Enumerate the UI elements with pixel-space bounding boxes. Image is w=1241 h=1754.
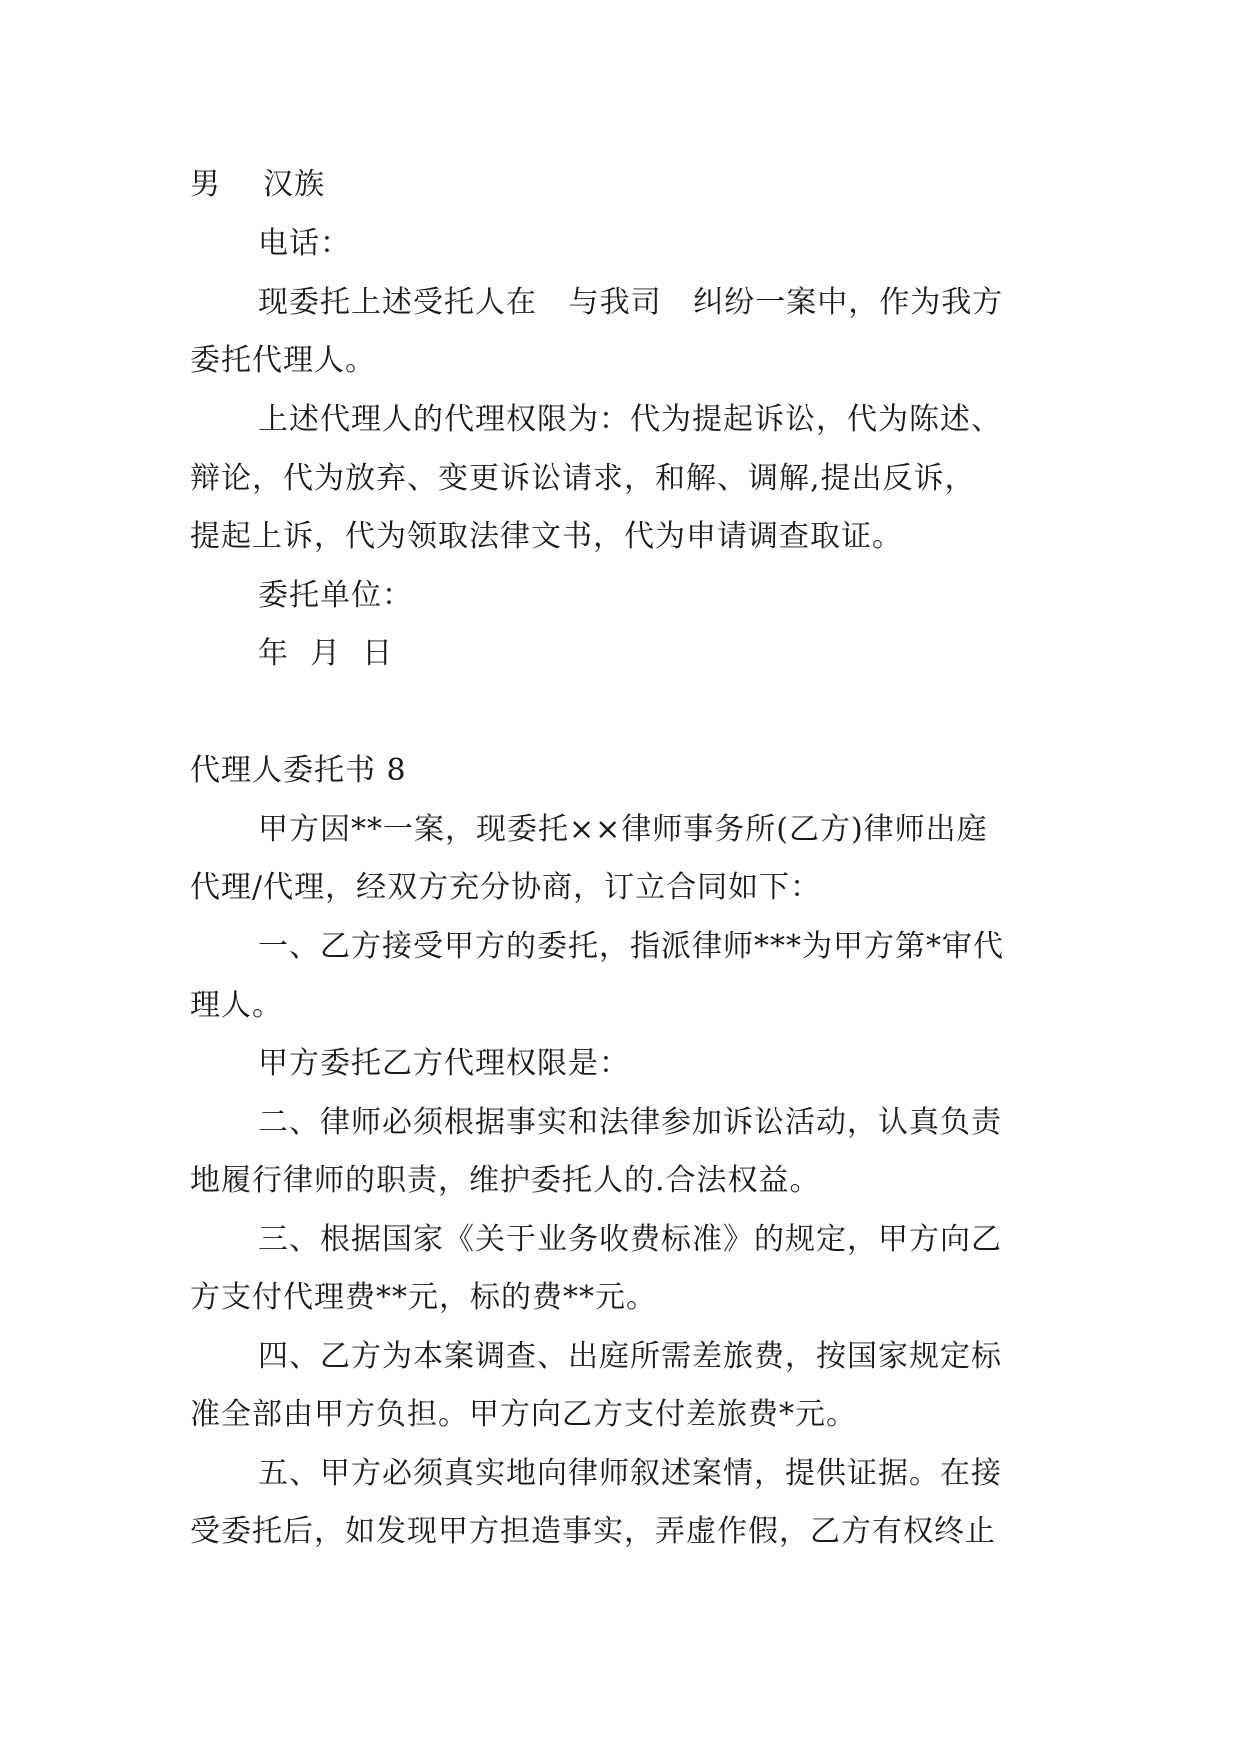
text-line: 年 月 日 (258, 636, 394, 671)
text-line: 代理/代理，经双方充分协商，订立合同如下： (190, 870, 822, 905)
text-line: 电话： (258, 226, 351, 261)
text-line: 委托单位： (258, 578, 413, 613)
text-line: 提起上诉，代为领取法律文书，代为申请调查取证。 (190, 519, 903, 554)
text-line: 方支付代理费**元，标的费**元。 (190, 1280, 657, 1315)
text-line: 甲方因**一案，现委托××律师事务所(乙方)律师出庭 (258, 812, 988, 847)
text-line: 上述代理人的代理权限为：代为提起诉讼，代为陈述、 (258, 402, 1002, 437)
text-line: 委托代理人。 (190, 343, 376, 378)
text-line: 地履行律师的职责，维护委托人的.合法权益。 (190, 1163, 821, 1198)
section-title: 代理人委托书 8 (190, 753, 407, 788)
text-line: 准全部由甲方负担。甲方向乙方支付差旅费*元。 (190, 1397, 857, 1432)
text-line: 五、甲方必须真实地向律师叙述案情，提供证据。在接 (258, 1456, 1002, 1491)
text-line: 受委托后，如发现甲方担造事实，弄虚作假，乙方有权终止 (190, 1514, 996, 1549)
text-line: 理人。 (190, 988, 283, 1023)
text-line: 男 汉族 (190, 167, 326, 202)
text-line: 甲方委托乙方代理权限是： (258, 1046, 630, 1081)
text-line: 辩论，代为放弃、变更诉讼请求，和解、调解,提出反诉， (190, 461, 976, 496)
text-line: 一、乙方接受甲方的委托，指派律师***为甲方第*审代 (258, 929, 1004, 964)
text-line: 三、根据国家《关于业务收费标准》的规定，甲方向乙 (258, 1222, 1002, 1257)
text-line: 四、乙方为本案调查、出庭所需差旅费，按国家规定标 (258, 1339, 1002, 1374)
text-line: 二、律师必须根据事实和法律参加诉讼活动，认真负责 (258, 1105, 1002, 1140)
text-line: 现委托上述受托人在 与我司 纠纷一案中，作为我方 (258, 285, 1004, 320)
